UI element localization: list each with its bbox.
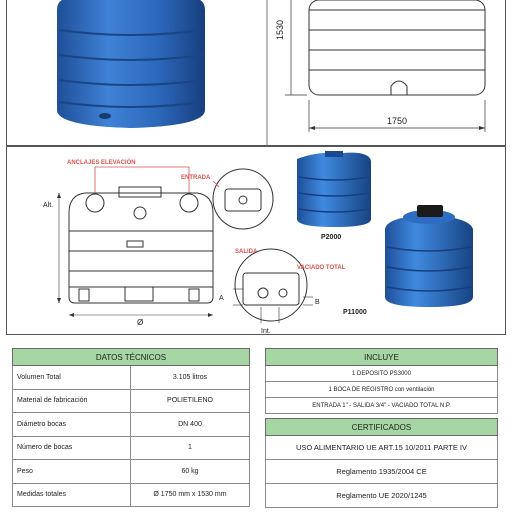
spec-label: Material de fabricación (13, 389, 131, 413)
table-row (266, 366, 498, 382)
model-label-p11000: P11000 (343, 309, 367, 316)
certificates-header: CERTIFICADOS (266, 419, 498, 436)
vaciado-total-label: VACIADO TOTAL (297, 265, 346, 271)
spec-value: POLIETILENO (131, 389, 250, 413)
spec-value: 3.105 litros (131, 366, 250, 390)
certificates-table (265, 418, 498, 508)
spec-value: 60 kg (131, 460, 250, 484)
spec-label: Peso (13, 460, 131, 484)
table-row (266, 382, 498, 398)
a-dimension-label: A (219, 295, 224, 302)
technical-data-header: DATOS TÉCNICOS (13, 349, 250, 366)
table-row (13, 413, 250, 437)
includes-table (265, 348, 498, 414)
tank-render-p2000 (297, 151, 371, 227)
certificate-item: Reglamento 1935/2004 CE (266, 460, 498, 484)
certificate-item: USO ALIMENTARIO UE ART.15 10/2011 PARTE IV (266, 436, 498, 460)
table-row (266, 460, 498, 484)
spec-value: Ø 1750 mm x 1530 mm (131, 483, 250, 507)
tank-render-p11000 (385, 205, 473, 307)
table-row (13, 389, 250, 413)
table-row (13, 366, 250, 390)
spec-value: DN 400 (131, 413, 250, 437)
certificate-item: Reglamento UE 2020/1245 (266, 484, 498, 508)
table-row (266, 436, 498, 460)
model-label-p2000: P2000 (321, 234, 342, 241)
alt-dimension-label: Alt. (43, 202, 54, 209)
table-row (266, 398, 498, 414)
spec-label: Volumen Total (13, 366, 131, 390)
spec-label: Diámetro bocas (13, 413, 131, 437)
table-row (13, 483, 250, 507)
technical-detail-drawing (7, 147, 506, 335)
b-dimension-label: B (315, 299, 320, 306)
spec-label: Número de bocas (13, 436, 131, 460)
spec-label: Medidas totales (13, 483, 131, 507)
int-dimension-label: Int. (261, 328, 271, 335)
technical-data-table (12, 348, 250, 507)
height-dimension-label: 1530 (275, 19, 285, 41)
entrada-label: ENTRADA (181, 175, 211, 181)
includes-item: 1 BOCA DE REGISTRO con ventilación (266, 382, 498, 398)
table-row (266, 484, 498, 508)
elevation-drawing (285, 0, 485, 132)
table-row (13, 436, 250, 460)
includes-item: ENTRADA 1" - SALIDA 3/4" - VACIADO TOTAL N.P. (266, 398, 498, 414)
diameter-dimension-label: Ø (137, 318, 144, 327)
top-panel (6, 0, 506, 146)
table-row (13, 460, 250, 484)
includes-item: 1 DEPOSITO PS3000 (266, 366, 498, 382)
section-drawing (57, 167, 313, 323)
middle-panel (6, 146, 506, 335)
width-dimension-label: 1750 (386, 116, 408, 126)
tank-photo (57, 0, 205, 128)
salida-label: SALIDA (235, 249, 258, 255)
anclajes-elevacion-label: ANCLAJES ELEVACIÓN (67, 160, 136, 166)
includes-header: INCLUYE (266, 349, 498, 366)
tank-overview-drawing (7, 0, 506, 146)
spec-value: 1 (131, 436, 250, 460)
